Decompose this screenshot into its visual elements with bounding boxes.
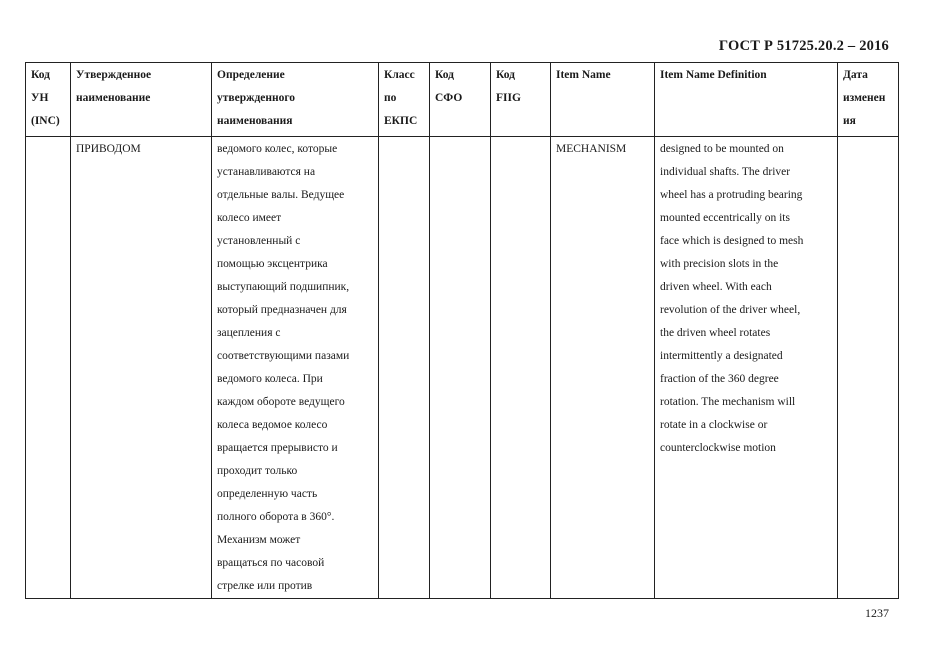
column-header-fiig-code: Код FIIG (491, 63, 551, 137)
page-number: 1237 (865, 606, 889, 620)
column-header-item-name-definition: Item Name Definition (655, 63, 838, 137)
column-header-ekps-class: Класс по ЕКПС (379, 63, 430, 137)
column-header-inc-code: Код УН (INC) (26, 63, 71, 137)
cell-approved-name: ПРИВОДОМ (71, 137, 212, 599)
column-header-change-date: Дата изменен ия (838, 63, 899, 137)
cell-inc-code (26, 137, 71, 599)
column-header-approved-name: Утвержденное наименование (71, 63, 212, 137)
table-header-row (26, 63, 899, 137)
table-row (26, 137, 899, 599)
cell-sfo-code (430, 137, 491, 599)
document-code: ГОСТ Р 51725.20.2 – 2016 (718, 38, 889, 54)
cell-ekps-class (379, 137, 430, 599)
cell-item-name: MECHANISM (551, 137, 655, 599)
column-header-item-name: Item Name (551, 63, 655, 137)
column-header-sfo-code: Код СФО (430, 63, 491, 137)
cell-change-date (838, 137, 899, 599)
column-header-definition: Определение утвержденного наименования (212, 63, 379, 137)
cell-definition-ru: ведомого колес, которые устанавливаются на отдельные валы. Ведущее колесо имеет установленный с помощью эксцентрика выступающий подшипник, который предназначен для зацепления с соответствующими пазами ведомого колеса. При каждом обороте ведущего колеса ведомое колесо вращается прерывисто и проходит только определенную часть полного оборота в 360°. Механизм может вращаться по часовой стрелке или против (212, 137, 379, 599)
specification-table (25, 62, 899, 599)
cell-item-name-definition: designed to be mounted on individual shafts. The driver wheel has a protruding bearing mounted eccentrically on its face which is designed to mesh with precision slots in the driven wheel. With each revolution of the driver wheel, the driven wheel rotates intermittently a designated fraction of the 360 degree rotation. The mechanism will rotate in a clockwise or counterclockwise motion (655, 137, 838, 599)
cell-fiig-code (491, 137, 551, 599)
